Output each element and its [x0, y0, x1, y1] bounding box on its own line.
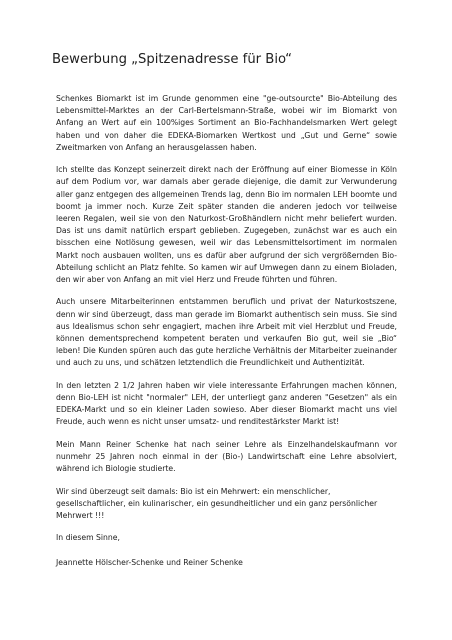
letter-body [56, 93, 397, 569]
paragraph-experience: In den letzten 2 1/2 Jahren haben wir viele interessante Erfahrungen machen können, denn Bio-LEH ist nicht "normaler" LEH, der unterliegt ganz anderen "Gesetzen" als ein EDEKA-Markt und so ein kleiner Laden sowieso. Aber dieser Biomarkt macht uns viel Freude, auch wenn es nicht unser umsatz- und renditestärkster Markt ist! [56, 380, 397, 427]
paragraph-staff: Auch unsere Mitarbeiterinnen entstammen beruflich und privat der Naturkostszene, denn wir sind überzeugt, dass man gerade im Biomarkt authentisch sein muss. Sie sind aus Idealismus schon sehr engagiert, machen ihre Arbeit mit viel Herzblut und Freude, können dementsprechend kompetent beraten und verkaufen Bio gut, weil sie „Bio“ leben! Die Kunden spüren auch das gute herzliche Verhältnis der Mitarbeiter zueinander und auch zu uns, und schätzen letztendlich die Freundlichkeit und Authentizität. [56, 297, 397, 368]
signature-line: Jeannette Hölscher-Schenke und Reiner Schenke [56, 557, 243, 567]
paragraph-background: Mein Mann Reiner Schenke hat nach seiner Lehre als Einzelhandelskaufmann vor nunmehr 25 Jahren noch einmal in der (Bio-) Landwirtschaft eine Lehre absolviert, während ich Biologie studierte. [56, 439, 397, 474]
document-title: Bewerbung „Spitzenadresse für Bio“ [52, 52, 292, 67]
paragraph-concept: Ich stellte das Konzept seinerzeit direkt nach der Eröffnung auf einer Biomesse in Köln auf dem Podium vor, war damals aber gerade diejenige, die damit zur Verwunderung aller ganz entgegen des allgemeinen Trends lag, denn Bio im normalen LEH boomte und boomt ja immer noch. Kurze Zeit später standen die anderen jedoch vor teilweise leeren Regalen, weil sie von den Naturkost-Großhändlern nicht mehr beliefert wurden. Das ist uns damit natürlich erspart geblieben. Zugegeben, zunächst war es auch ein bisschen eine Notlösung gewesen, weil wir das Lebensmittelsortiment im normalen Markt noch ausbauen wollten, uns es dafür aber aufgrund der sich vergrößernden Bio-Abteilung schlicht an Platz fehlte. So kamen wir auf Umwegen dann zu einem Bioladen, den wir aber von Anfang an mit viel Herz und Freude führten und führen. [56, 165, 397, 285]
paragraph-conviction: Wir sind überzeugt seit damals: Bio ist ein Mehrwert: ein menschlicher, gesellschaftlicher, ein kulinarischer, ein gesundheitlicher und ein ganz persönlicher Mehrwert !!! [56, 486, 378, 521]
paragraph-intro: Schenkes Biomarkt ist im Grunde genommen eine "ge-outsourcte" Bio-Abteilung des Lebensmittel-Marktes an der Carl-Bertelsmann-Straße, wobei wir im Biomarkt von Anfang an Wert auf ein 100%iges Sortiment an Bio-Fachhandelsmarken Wert gelegt haben und von daher die EDEKA-Biomarken Wertkost und „Gut und Gerne“ sowie Zweitmarken von Anfang an herausgelassen haben. [56, 94, 397, 152]
closing-line: In diesem Sinne, [56, 533, 120, 543]
